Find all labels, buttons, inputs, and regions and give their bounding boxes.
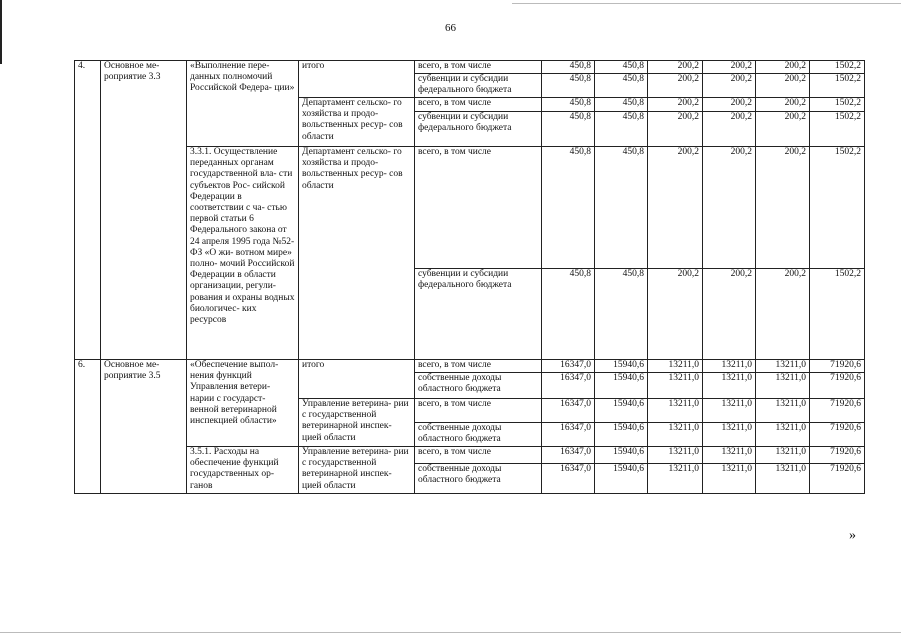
row-number: 6.	[75, 360, 101, 494]
value-cell: 200,2	[648, 112, 703, 147]
value-cell: 16347,0	[542, 447, 595, 464]
funding-source: субвенции и субсидии федерального бюджета	[415, 112, 542, 147]
table-row	[75, 147, 865, 269]
value-cell: 13211,0	[756, 464, 810, 494]
subactivity-title: 3.3.1. Осуществление переданных органам государственной вла- сти субъектов Рос- сийской Федерации в соответствии с ча- стью первой статьи 6 Федерального закона от 24 апреля 1995 года №52-ФЗ «О жи- вотном мире» полно- мочий Российской Федерации в области организации, регули- рования и охраны водных биологичес- ких ресурсов	[187, 147, 299, 360]
table-row	[75, 447, 865, 464]
funding-source: всего, в том числе	[415, 147, 542, 269]
top-rule	[512, 3, 901, 4]
value-cell: 13211,0	[756, 447, 810, 464]
value-cell: 1502,2	[810, 147, 865, 269]
funding-source: всего, в том числе	[415, 447, 542, 464]
value-cell: 71920,6	[810, 399, 865, 423]
executor: итого	[299, 360, 415, 399]
value-cell: 71920,6	[810, 373, 865, 399]
value-cell: 13211,0	[703, 373, 756, 399]
funding-source: всего, в том числе	[415, 399, 542, 423]
value-cell: 200,2	[648, 74, 703, 98]
value-cell: 71920,6	[810, 423, 865, 447]
funding-source: собственные доходы областного бюджета	[415, 423, 542, 447]
value-cell: 1502,2	[810, 112, 865, 147]
table-row	[75, 360, 865, 373]
value-cell: 13211,0	[648, 399, 703, 423]
value-cell: 71920,6	[810, 447, 865, 464]
value-cell: 13211,0	[756, 360, 810, 373]
value-cell: 13211,0	[756, 373, 810, 399]
value-cell: 13211,0	[648, 360, 703, 373]
value-cell: 200,2	[756, 112, 810, 147]
row-number: 4.	[75, 61, 101, 360]
activity-title: «Обеспечение выпол- нения функций Управления ветери- нарии с государст- венной ветеринарной инспекцией области»	[187, 360, 299, 447]
funding-source: собственные доходы областного бюджета	[415, 464, 542, 494]
value-cell: 15940,6	[595, 373, 648, 399]
bottom-rule	[0, 632, 901, 633]
value-cell: 1502,2	[810, 98, 865, 112]
activity-title: «Выполнение пере- данных полномочий Российской Федера- ции»	[187, 61, 299, 147]
value-cell: 16347,0	[542, 373, 595, 399]
budget-table	[74, 60, 865, 494]
value-cell: 200,2	[648, 98, 703, 112]
value-cell: 71920,6	[810, 360, 865, 373]
value-cell: 13211,0	[703, 360, 756, 373]
funding-source: всего, в том числе	[415, 61, 542, 74]
value-cell: 450,8	[542, 147, 595, 269]
value-cell: 15940,6	[595, 447, 648, 464]
value-cell: 200,2	[756, 269, 810, 360]
value-cell: 13211,0	[703, 399, 756, 423]
value-cell: 15940,6	[595, 399, 648, 423]
value-cell: 16347,0	[542, 399, 595, 423]
value-cell: 200,2	[648, 61, 703, 74]
value-cell: 200,2	[756, 61, 810, 74]
executor: Управление ветерина- рии с государственной ветеринарной инспек- цией области	[299, 447, 415, 494]
value-cell: 200,2	[756, 147, 810, 269]
value-cell: 13211,0	[648, 447, 703, 464]
value-cell: 16347,0	[542, 464, 595, 494]
funding-source: субвенции и субсидии федерального бюджета	[415, 269, 542, 360]
value-cell: 450,8	[542, 98, 595, 112]
subactivity-title: 3.5.1. Расходы на обеспечение функций государственных ор- ганов	[187, 447, 299, 494]
value-cell: 200,2	[648, 147, 703, 269]
value-cell: 200,2	[703, 61, 756, 74]
value-cell: 1502,2	[810, 61, 865, 74]
value-cell: 450,8	[595, 269, 648, 360]
value-cell: 15940,6	[595, 464, 648, 494]
value-cell: 200,2	[703, 98, 756, 112]
value-cell: 13211,0	[703, 464, 756, 494]
value-cell: 450,8	[542, 74, 595, 98]
closing-quote: »	[849, 528, 856, 543]
value-cell: 13211,0	[756, 423, 810, 447]
value-cell: 200,2	[703, 74, 756, 98]
executor: Департамент сельско- го хозяйства и продо- вольственных ресур- сов области	[299, 147, 415, 360]
value-cell: 450,8	[542, 61, 595, 74]
value-cell: 450,8	[595, 112, 648, 147]
value-cell: 200,2	[703, 147, 756, 269]
executor: Департамент сельско- го хозяйства и продо- вольственных ресур- сов области	[299, 98, 415, 147]
value-cell: 71920,6	[810, 464, 865, 494]
funding-source: субвенции и субсидии федерального бюджета	[415, 74, 542, 98]
activity-name: Основное ме- роприятие 3.5	[101, 360, 187, 494]
value-cell: 13211,0	[703, 423, 756, 447]
value-cell: 16347,0	[542, 360, 595, 373]
value-cell: 450,8	[542, 112, 595, 147]
value-cell: 450,8	[542, 269, 595, 360]
value-cell: 200,2	[703, 112, 756, 147]
value-cell: 15940,6	[595, 423, 648, 447]
value-cell: 15940,6	[595, 360, 648, 373]
value-cell: 16347,0	[542, 423, 595, 447]
value-cell: 200,2	[703, 269, 756, 360]
executor: Управление ветерина- рии с государственной ветеринарной инспек- цией области	[299, 399, 415, 447]
value-cell: 13211,0	[648, 464, 703, 494]
value-cell: 13211,0	[756, 399, 810, 423]
value-cell: 1502,2	[810, 269, 865, 360]
value-cell: 450,8	[595, 147, 648, 269]
value-cell: 13211,0	[703, 447, 756, 464]
funding-source: собственные доходы областного бюджета	[415, 373, 542, 399]
value-cell: 450,8	[595, 61, 648, 74]
value-cell: 450,8	[595, 74, 648, 98]
value-cell: 200,2	[756, 74, 810, 98]
value-cell: 450,8	[595, 98, 648, 112]
activity-name: Основное ме- роприятие 3.3	[101, 61, 187, 360]
value-cell: 200,2	[756, 98, 810, 112]
value-cell: 1502,2	[810, 74, 865, 98]
executor: итого	[299, 61, 415, 98]
page-number: 66	[445, 22, 456, 34]
value-cell: 13211,0	[648, 423, 703, 447]
table-row	[75, 61, 865, 74]
funding-source: всего, в том числе	[415, 98, 542, 112]
funding-source: всего, в том числе	[415, 360, 542, 373]
value-cell: 13211,0	[648, 373, 703, 399]
value-cell: 200,2	[648, 269, 703, 360]
